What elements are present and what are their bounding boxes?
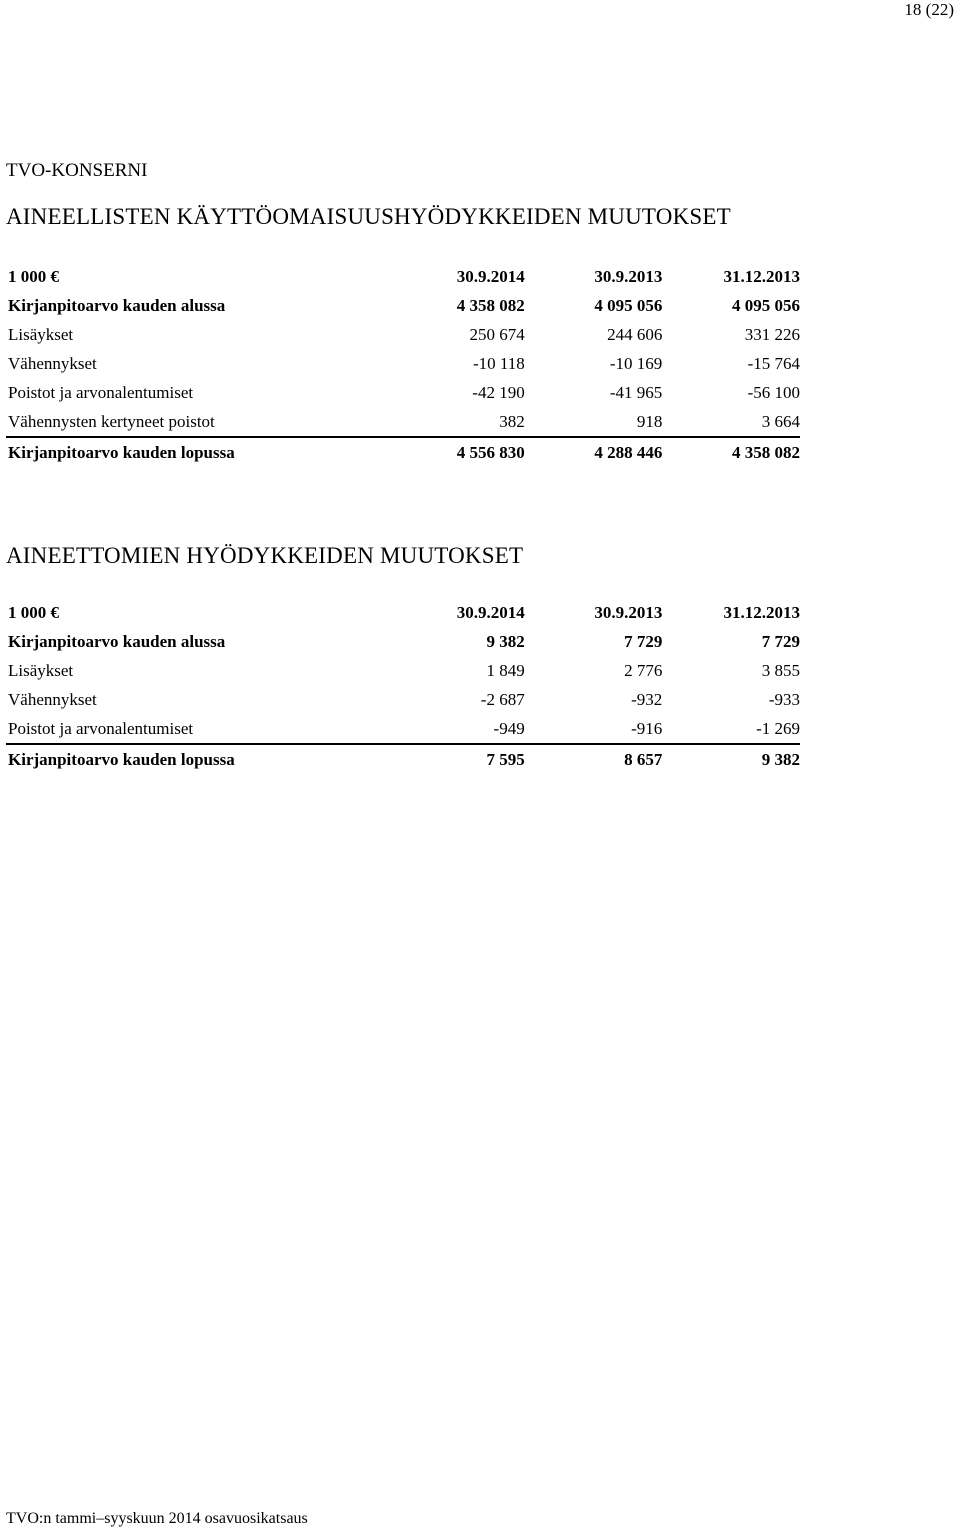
cell-value: 7 729: [761, 632, 800, 651]
cell-value: -56 100: [747, 383, 800, 402]
cell-value: 7 729: [624, 632, 663, 651]
row-label: Lisäykset: [8, 325, 74, 344]
table-row: [6, 656, 800, 685]
cell-value: 9 382: [486, 632, 525, 651]
cell-value: 4 358 082: [456, 296, 525, 315]
unit-label: 1 000 €: [8, 603, 59, 622]
table-row: [6, 320, 800, 349]
total-value: 4 556 830: [387, 437, 525, 467]
cell-value: -10 169: [609, 354, 663, 373]
table-row: [6, 349, 800, 378]
total-label: Kirjanpitoarvo kauden lopussa: [6, 437, 387, 467]
row-label: Vähennykset: [8, 690, 97, 709]
table-total-row: [6, 437, 800, 467]
page-footer: TVO:n tammi–syyskuun 2014 osavuosikatsaus: [6, 1510, 308, 1527]
cell-value: -15 764: [747, 354, 800, 373]
cell-value: 331 226: [744, 325, 800, 344]
total-label: Kirjanpitoarvo kauden lopussa: [6, 744, 387, 774]
row-label: Vähennykset: [8, 354, 97, 373]
tangible-assets-title: AINEELLISTEN KÄYTTÖOMAISUUSHYÖDYKKEIDEN MUUTOKSET: [6, 204, 731, 229]
table-row: [6, 714, 800, 744]
total-value: 4 358 082: [662, 437, 800, 467]
row-label: Kirjanpitoarvo kauden alussa: [8, 296, 226, 315]
total-value: 8 657: [525, 744, 663, 774]
cell-value: -932: [631, 690, 663, 709]
cell-value: 250 674: [469, 325, 525, 344]
cell-value: 382: [499, 412, 525, 431]
cell-value: -933: [768, 690, 800, 709]
company-name: TVO-KONSERNI: [6, 160, 148, 181]
cell-value: 244 606: [607, 325, 663, 344]
cell-value: 2 776: [624, 661, 663, 680]
column-header: 30.9.2014: [456, 267, 525, 286]
table-header-row: [6, 262, 800, 291]
row-label: Lisäykset: [8, 661, 74, 680]
cell-value: 3 855: [761, 661, 800, 680]
cell-value: -2 687: [480, 690, 525, 709]
cell-value: -1 269: [756, 719, 800, 738]
total-value: 4 288 446: [525, 437, 663, 467]
cell-value: 4 095 056: [732, 296, 800, 315]
column-header: 30.9.2013: [594, 267, 663, 286]
row-label: Vähennysten kertyneet poistot: [8, 412, 215, 431]
column-header: 30.9.2013: [594, 603, 663, 622]
cell-value: 3 664: [761, 412, 800, 431]
cell-value: -10 118: [472, 354, 525, 373]
cell-value: -949: [493, 719, 525, 738]
table-row: [6, 407, 800, 437]
row-label: Poistot ja arvonalentumiset: [8, 719, 194, 738]
cell-value: -41 965: [609, 383, 663, 402]
cell-value: -916: [631, 719, 663, 738]
tangible-assets-table: [6, 262, 800, 467]
page-number: 18 (22): [904, 0, 954, 19]
column-header: 31.12.2013: [723, 603, 800, 622]
cell-value: 1 849: [486, 661, 525, 680]
total-value: 9 382: [662, 744, 800, 774]
cell-value: 4 095 056: [594, 296, 663, 315]
row-label: Kirjanpitoarvo kauden alussa: [8, 632, 226, 651]
cell-value: 918: [636, 412, 663, 431]
unit-label: 1 000 €: [8, 267, 59, 286]
table-row: [6, 378, 800, 407]
total-value: 7 595: [387, 744, 525, 774]
intangible-assets-table: [6, 598, 800, 774]
table-total-row: [6, 744, 800, 774]
cell-value: -42 190: [472, 383, 525, 402]
column-header: 31.12.2013: [723, 267, 800, 286]
table-row: [6, 685, 800, 714]
table-row: [6, 627, 800, 656]
row-label: Poistot ja arvonalentumiset: [8, 383, 194, 402]
table-row: [6, 291, 800, 320]
column-header: 30.9.2014: [456, 603, 525, 622]
table-header-row: [6, 598, 800, 627]
intangible-assets-title: AINEETTOMIEN HYÖDYKKEIDEN MUUTOKSET: [6, 543, 524, 568]
